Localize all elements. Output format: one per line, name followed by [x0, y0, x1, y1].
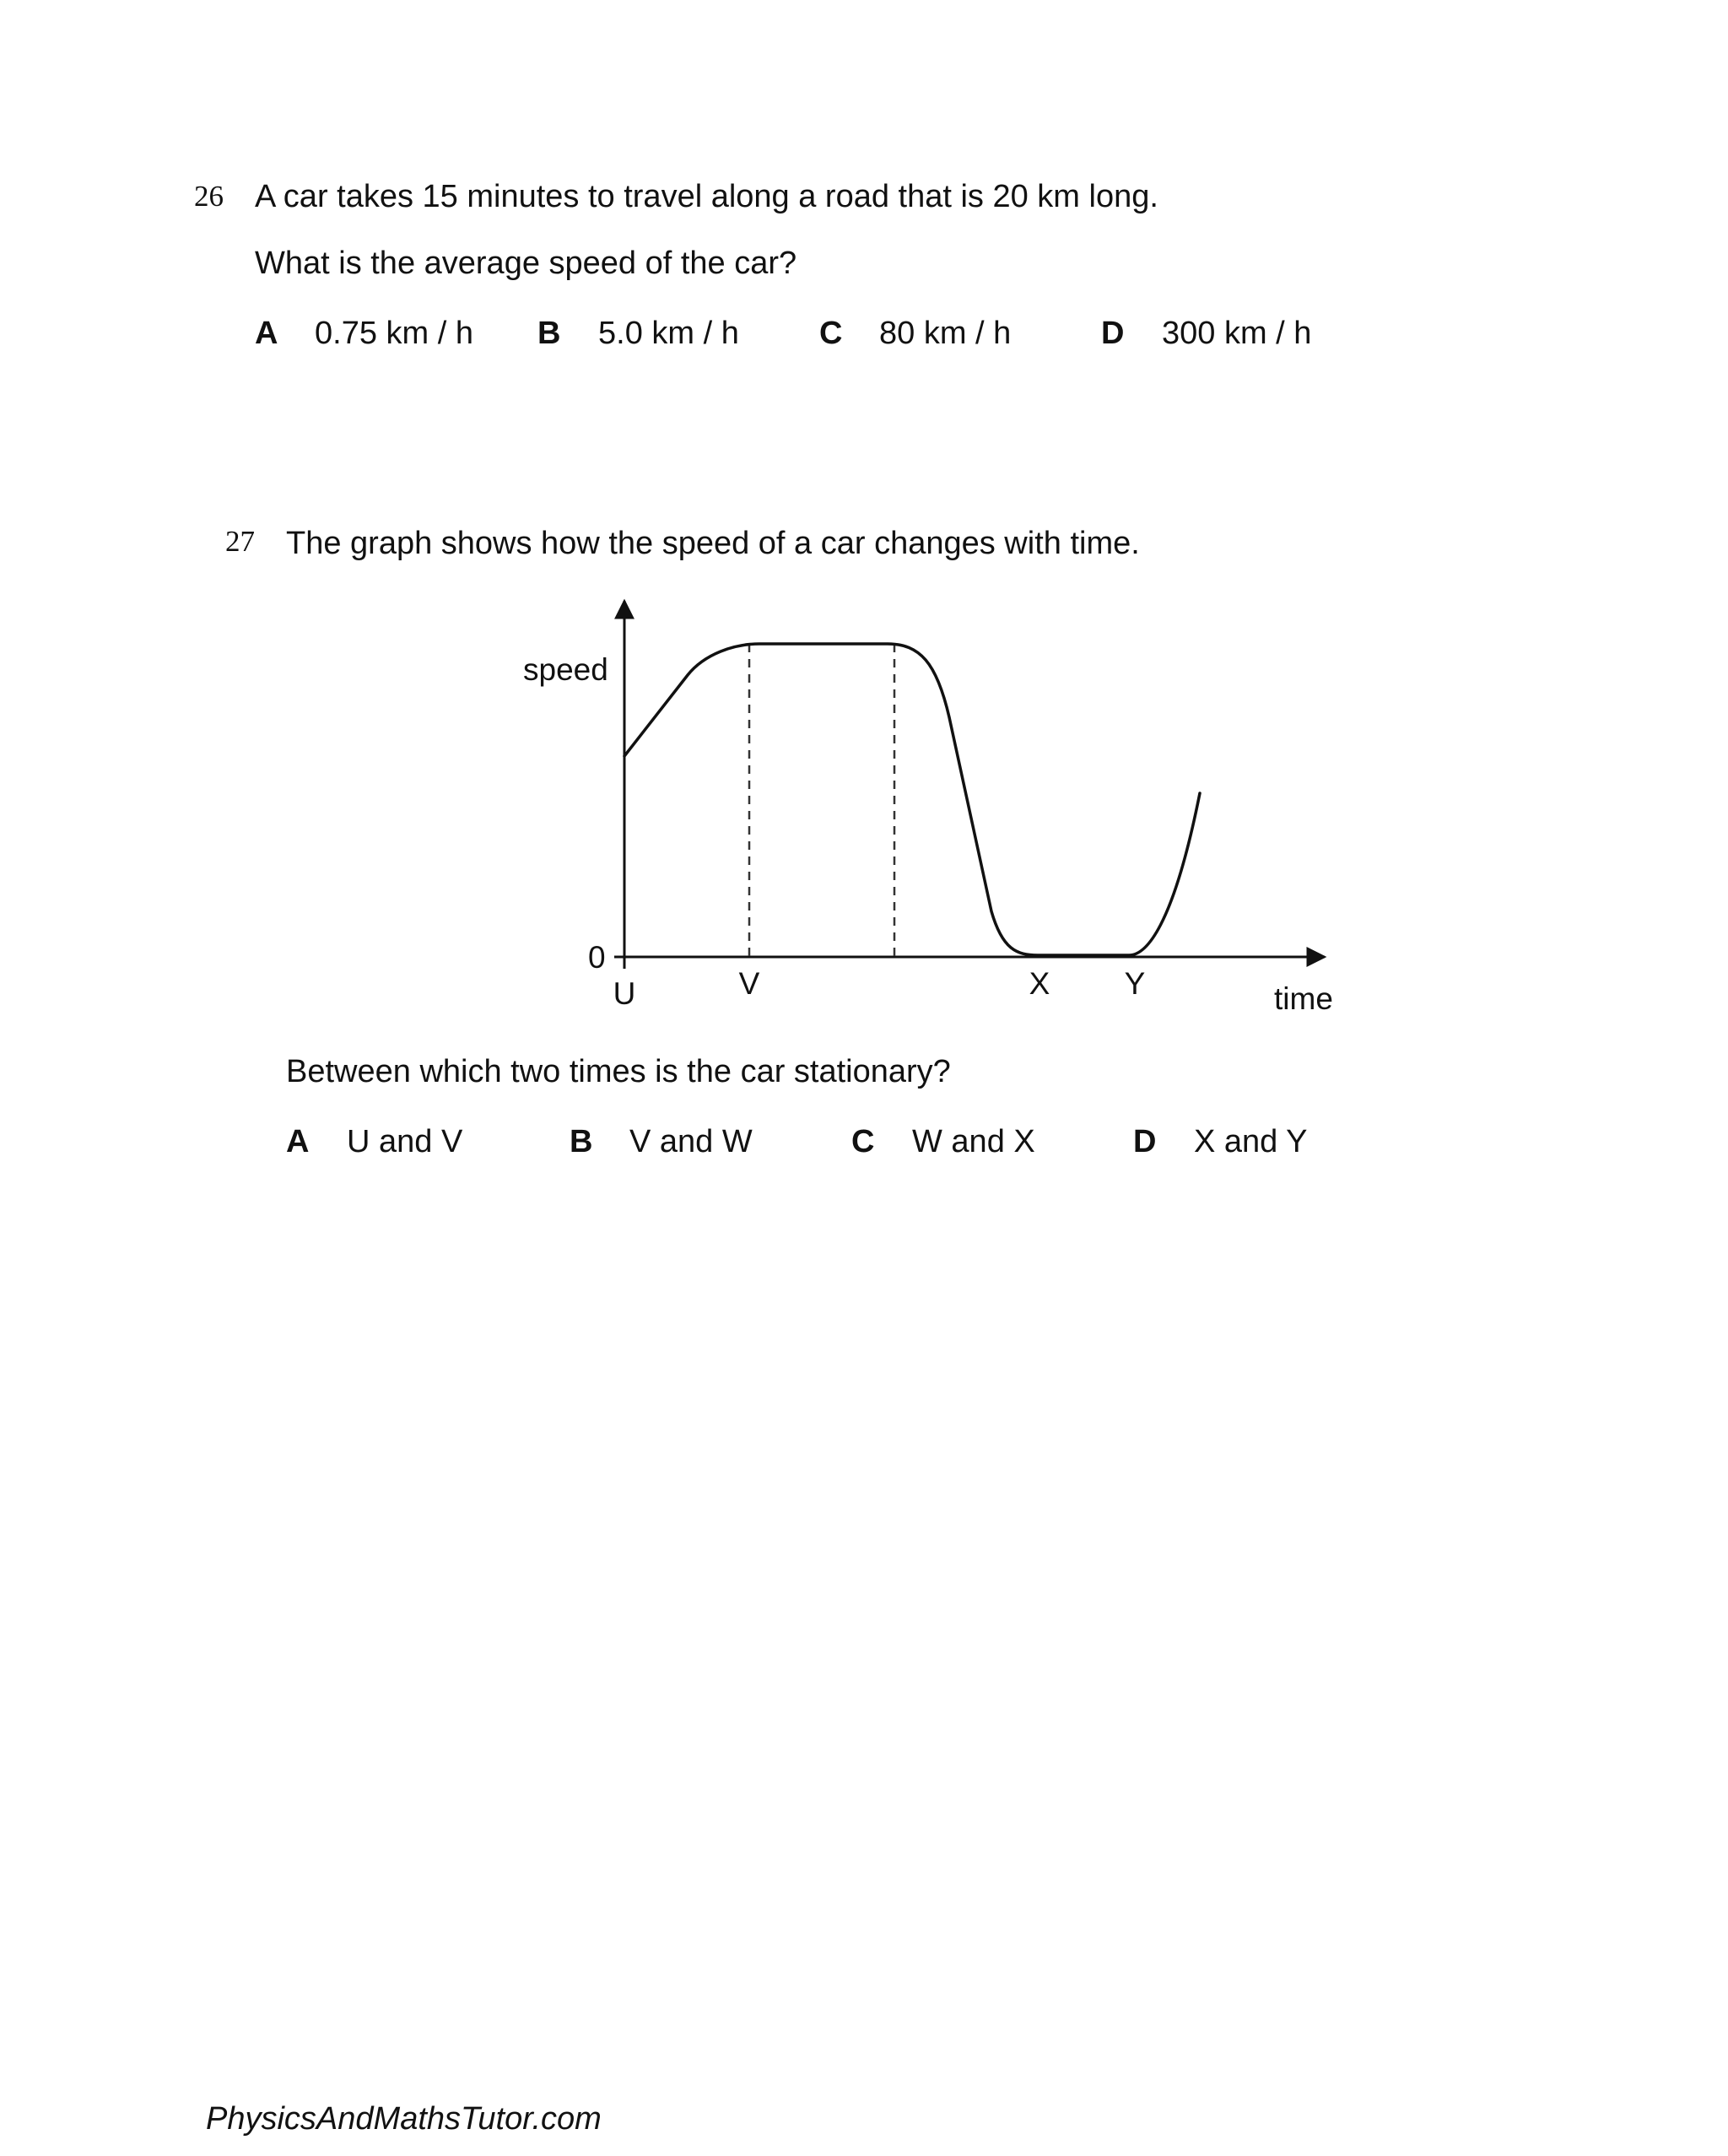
option-value: 0.75 km / h	[315, 316, 473, 351]
option-value: W and X	[912, 1124, 1035, 1159]
question-prompt: What is the average speed of the car?	[255, 246, 797, 281]
time-marker-label: U	[613, 976, 636, 1011]
option-letter[interactable]: A	[255, 316, 278, 351]
speed-curve	[624, 644, 1200, 955]
footer-site-name: PhysicsAndMathsTutor.com	[206, 2101, 602, 2137]
y-axis-label: speed	[523, 652, 608, 687]
question-number: 27	[225, 525, 255, 558]
speed-time-graph	[506, 591, 1350, 1029]
option-value: 5.0 km / h	[598, 316, 739, 351]
option-letter[interactable]: B	[570, 1124, 593, 1159]
option-letter[interactable]: C	[819, 316, 843, 351]
option-value: U and V	[347, 1124, 463, 1159]
option-value: 80 km / h	[879, 316, 1012, 351]
option-value: X and Y	[1194, 1124, 1308, 1159]
origin-label: 0	[588, 940, 606, 975]
option-letter[interactable]: C	[851, 1124, 875, 1159]
option-letter[interactable]: D	[1101, 316, 1125, 351]
time-marker-label: X	[1029, 966, 1050, 1001]
question-number: 26	[194, 180, 224, 213]
option-value: 300 km / h	[1162, 316, 1312, 351]
option-value: V and W	[629, 1124, 753, 1159]
x-axis-label: time	[1274, 981, 1333, 1016]
time-marker-label: V	[738, 966, 760, 1001]
option-letter[interactable]: D	[1133, 1124, 1157, 1159]
question-stem: A car takes 15 minutes to travel along a road that is 20 km long.	[255, 179, 1158, 214]
option-letter[interactable]: A	[286, 1124, 310, 1159]
time-marker-label: Y	[1124, 966, 1146, 1001]
option-letter[interactable]: B	[537, 316, 561, 351]
question-stem: The graph shows how the speed of a car changes with time.	[286, 526, 1140, 561]
question-prompt: Between which two times is the car stationary?	[286, 1054, 951, 1089]
